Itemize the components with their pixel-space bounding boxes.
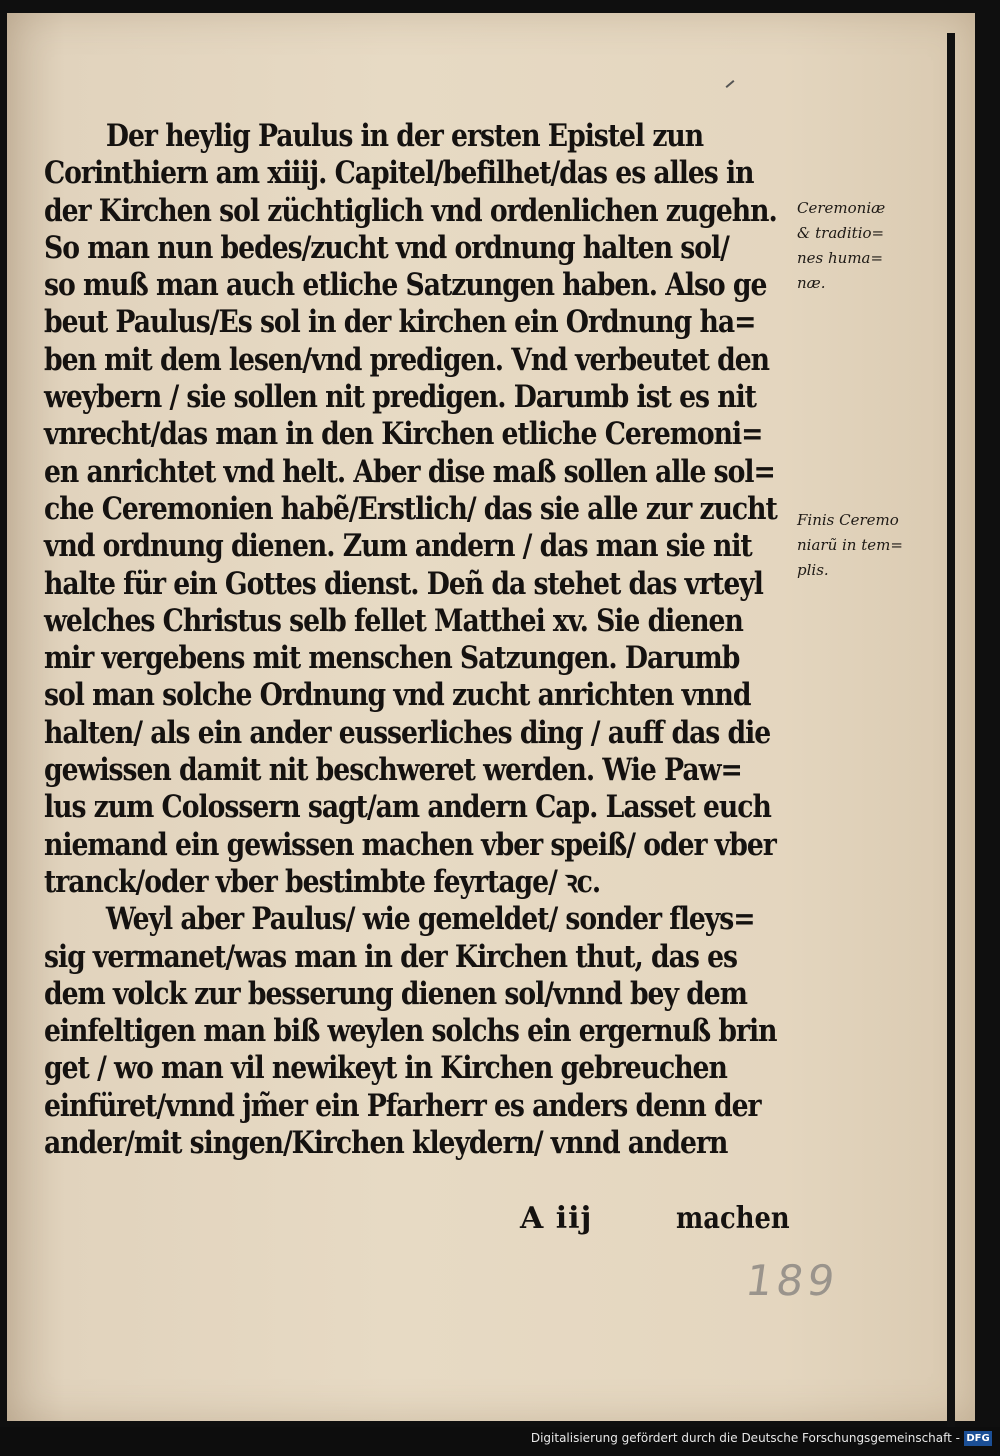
text-line: che Ceremonien habẽ/Erstlich/ das sie alle zur zucht: [44, 490, 777, 527]
text-line: sig vermanet/was man in der Kirchen thut, das es: [44, 938, 738, 975]
text-line: einfeltigen man biß weylen solchs ein ergernuß brin: [44, 1013, 777, 1050]
printer-signature: A iij: [520, 1201, 593, 1236]
text-line: Der heylig Paulus in der ersten Epistel zun: [105, 118, 704, 154]
text-line: tranck/oder vber bestimbte feyrtage/ ꝛc.: [44, 863, 601, 900]
text-line: der Kirchen sol züchtiglich vnd ordenlichen zugehn.: [44, 192, 777, 229]
text-line: halten/ als ein ander eusserliches ding / auff das die: [44, 714, 771, 751]
signature-line: [0, 1201, 1000, 1241]
text-line: gewissen damit nit beschweret werden. Wie Paw=: [44, 752, 742, 789]
marginal-note-purpose: [797, 508, 937, 583]
marginal-line: plis.: [797, 561, 829, 579]
text-line: einfüret/vnnd jm̃er ein Pfarherr es anders denn der: [44, 1087, 761, 1124]
paper-mark: [726, 80, 735, 88]
text-line: sol man solche Ordnung vnd zucht anrichten vnnd: [44, 677, 751, 714]
text-line: weybern / sie sollen nit predigen. Darumb ist es nit: [44, 379, 756, 416]
marginal-note-ceremonies: [797, 196, 937, 296]
text-line: vnrecht/das man in den Kirchen etliche Ceremoni=: [44, 416, 763, 453]
text-line: halte für ein Gottes dienst. Deñ da stehet das vrteyl: [44, 565, 763, 602]
text-line: welches Christus selb fellet Matthei xv. Sie dienen: [44, 602, 743, 639]
text-line: Corinthiern am xiiij. Capitel/befilhet/das es alles in: [44, 155, 754, 192]
main-text-block: [44, 118, 777, 1162]
marginal-line: nes huma=: [797, 249, 884, 267]
text-line: get / wo man vil newikeyt in Kirchen gebreuchen: [44, 1050, 727, 1087]
text-line: so muß man auch etliche Satzungen haben. Also ge: [44, 267, 767, 304]
text-line: ander/mit singen/Kirchen kleydern/ vnnd andern: [44, 1125, 728, 1162]
text-line: lus zum Colossern sagt/am andern Cap. Lasset euch: [44, 789, 771, 826]
text-line: niemand ein gewissen machen vber speiß/ oder vber: [44, 826, 776, 863]
pencil-folio-number: 189: [742, 1256, 842, 1305]
marginal-line: & traditio=: [797, 224, 885, 242]
marginal-line: Finis Ceremo: [797, 511, 899, 529]
marginal-line: niarũ in tem=: [797, 536, 903, 554]
catchword: machen: [676, 1201, 790, 1236]
text-line: beut Paulus/Es sol in der kirchen ein Ordnung ha=: [44, 304, 756, 341]
text-line: dem volck zur besserung dienen sol/vnnd bey dem: [44, 975, 747, 1012]
marginal-line: næ.: [797, 274, 826, 292]
text-line: mir vergebens mit menschen Satzungen. Darumb: [44, 640, 740, 677]
text-line: So man nun bedes/zucht vnd ordnung halten sol/: [44, 229, 729, 266]
text-line: ben mit dem lesen/vnd predigen. Vnd verbeutet den: [44, 341, 770, 378]
digitization-credit: Digitalisierung gefördert durch die Deutsche Forschungsgemeinschaft -: [530, 1431, 960, 1445]
text-line: Weyl aber Paulus/ wie gemeldet/ sonder fleys=: [105, 901, 755, 938]
marginal-line: Ceremoniæ: [797, 199, 886, 217]
text-line: vnd ordnung dienen. Zum andern / das man sie nit: [44, 528, 752, 565]
text-line: en anrichtet vnd helt. Aber dise maß sollen alle sol=: [44, 453, 775, 490]
dfg-logo-icon: DFG: [964, 1431, 992, 1446]
